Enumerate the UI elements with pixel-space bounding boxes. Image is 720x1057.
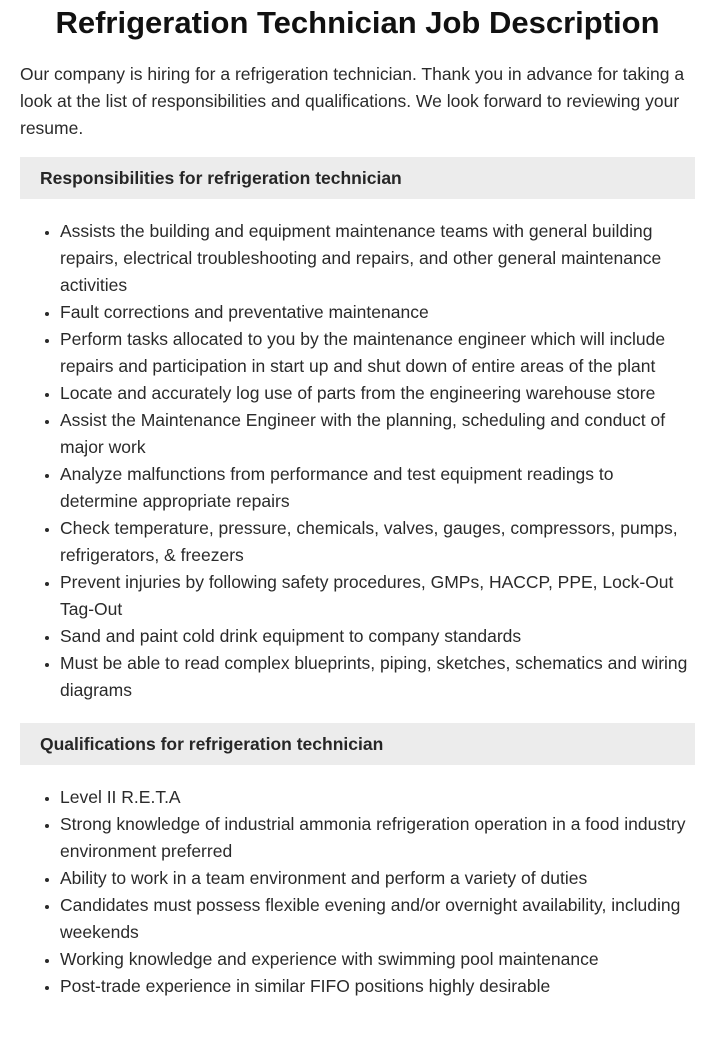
list-item: • Candidates must possess flexible evening and/or overnight availability, including weekends (60, 892, 695, 946)
list-item: • Assist the Maintenance Engineer with the planning, scheduling and conduct of major work (60, 407, 695, 461)
list-item: • Prevent injuries by following safety procedures, GMPs, HACCP, PPE, Lock-Out Tag-Out (60, 569, 695, 623)
list-item: • Perform tasks allocated to you by the maintenance engineer which will include repairs and participation in start up and shut down of entire areas of the plant (60, 326, 695, 380)
list-item: • Sand and paint cold drink equipment to company standards (60, 623, 695, 650)
list-item: • Level II R.E.T.A (60, 784, 695, 811)
list-item: • Post-trade experience in similar FIFO positions highly desirable (60, 973, 695, 1000)
list-item: • Must be able to read complex blueprints, piping, sketches, schematics and wiring diagrams (60, 650, 695, 704)
list-item: • Working knowledge and experience with swimming pool maintenance (60, 946, 695, 973)
page-title: Refrigeration Technician Job Description (55, 5, 660, 40)
list-item: • Ability to work in a team environment and perform a variety of duties (60, 865, 695, 892)
qualifications-heading: Qualifications for refrigeration technician (20, 723, 695, 765)
intro-paragraph: Our company is hiring for a refrigeration technician. Thank you in advance for taking a look at the list of responsibilities and qualifications. We look forward to reviewing your resume. (20, 64, 685, 138)
list-item: • Assists the building and equipment maintenance teams with general building repairs, electrical troubleshooting and repairs, and other general maintenance activities (60, 218, 695, 299)
list-item: • Fault corrections and preventative maintenance (60, 299, 695, 326)
responsibilities-list (20, 218, 695, 704)
responsibilities-heading: Responsibilities for refrigeration technician (20, 157, 695, 199)
qualifications-list (20, 784, 695, 1000)
list-item: • Check temperature, pressure, chemicals, valves, gauges, compressors, pumps, refrigerators, & freezers (60, 515, 695, 569)
list-item: • Locate and accurately log use of parts from the engineering warehouse store (60, 380, 695, 407)
list-item: • Analyze malfunctions from performance and test equipment readings to determine appropriate repairs (60, 461, 695, 515)
list-item: • Strong knowledge of industrial ammonia refrigeration operation in a food industry environment preferred (60, 811, 695, 865)
